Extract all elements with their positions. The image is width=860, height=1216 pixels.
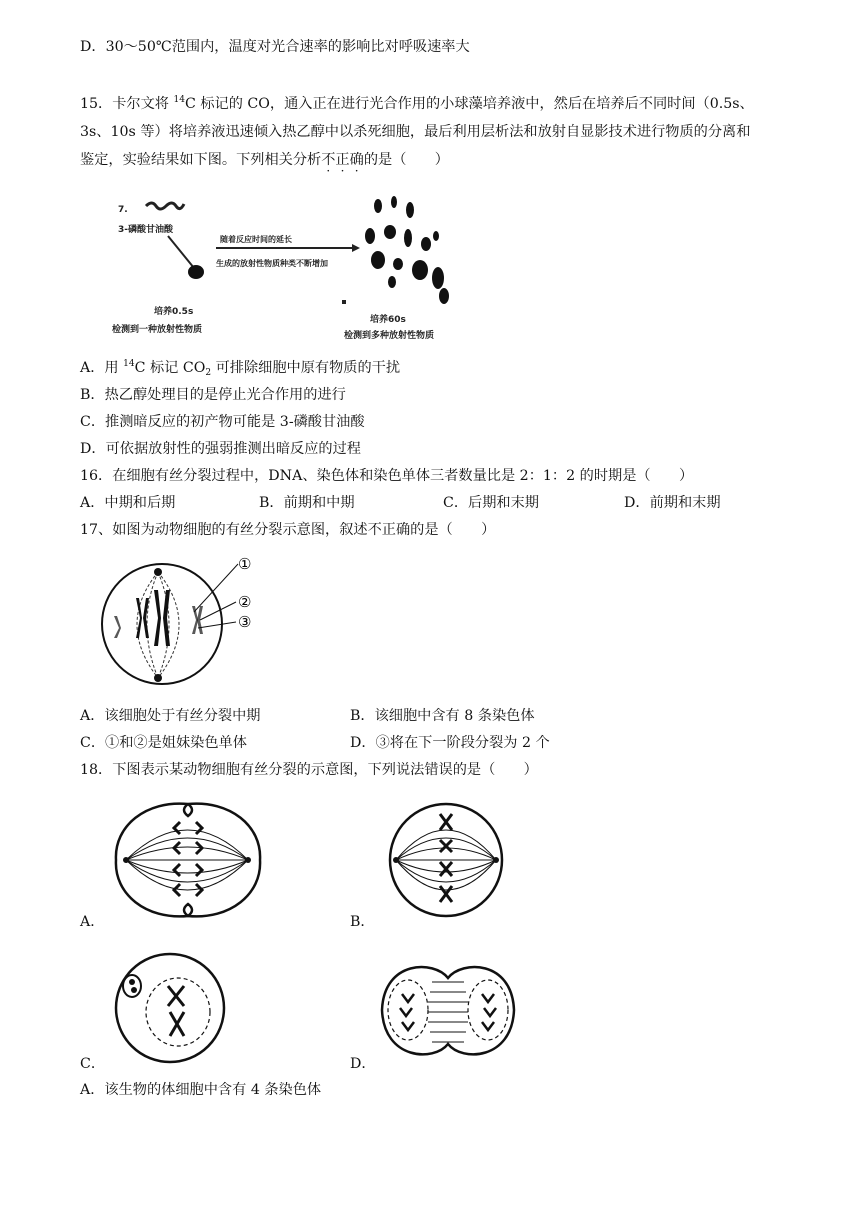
q15-stem-superscript: 14	[173, 95, 185, 105]
q15-stem-text: 鉴定，实验结果如下图。下列相关分析	[80, 152, 322, 168]
q15-stem-line-1	[80, 94, 754, 114]
q15-option-c: C．推测暗反应的初产物可能是 3-磷酸甘油酸	[80, 414, 365, 430]
q18-b-chromosomes	[440, 814, 452, 902]
q18-d-spindle	[428, 982, 468, 1042]
q16-option-c: C．后期和末期	[443, 495, 539, 511]
q15-small-mark	[342, 300, 346, 304]
q17-cell-diagram	[96, 550, 270, 698]
q17-centriole-bottom	[154, 674, 162, 682]
q15-scribble	[146, 203, 184, 209]
q15-stem-line-3	[80, 150, 449, 170]
q18-c-cell	[116, 954, 224, 1062]
q17-stem: 17、如图为动物细胞的有丝分裂示意图，叙述不正确的是（ ）	[80, 522, 496, 538]
q18-figure-c-label: C．	[80, 1056, 106, 1072]
q17-option-d: D．③将在下一阶段分裂为 2 个	[350, 735, 550, 751]
q16-option-b: B．前期和中期	[259, 495, 355, 511]
q17-option-a: A．该细胞处于有丝分裂中期	[80, 708, 261, 724]
q18-c-centrosome	[123, 975, 141, 997]
q15-stem-text: 的是（ ）	[363, 152, 449, 168]
q15-right-caption-2: 检测到多种放射性物质	[344, 331, 435, 341]
q15-left-caption-1: 培养0.5s	[154, 307, 194, 317]
q18-c-nucleus	[146, 978, 210, 1046]
q17-chromosomes	[114, 590, 203, 646]
q15-arrow-head	[352, 244, 360, 252]
q15-chromatography-figure	[108, 186, 478, 348]
q17-pointer-3	[198, 622, 236, 628]
q18-b-spindle	[396, 830, 496, 890]
q15-arrow-label-top: 随着反应时间的延长	[220, 235, 292, 244]
emphasis-char: 正	[335, 152, 350, 168]
emphasis-char: 不	[321, 152, 336, 168]
q16-stem: 16．在细胞有丝分裂过程中，DNA、染色体和染色单体三者数量比是 2：1：2 的时期是（ ）	[80, 468, 694, 484]
q15-option-a-text: 可排除细胞中原有物质的干扰	[211, 360, 401, 376]
q18-figure-a	[110, 800, 266, 922]
q15-option-a-subscript: 2	[205, 368, 212, 378]
q15-option-a-text: C 标记 CO	[134, 360, 206, 376]
q18-figure-c	[110, 950, 232, 1066]
q15-option-a-text: A．用	[80, 360, 124, 376]
q17-label-2: ②	[238, 593, 252, 611]
q18-option-a: A．该生物的体细胞中含有 4 条染色体	[80, 1082, 322, 1098]
q16-option-a: A．中期和后期	[80, 495, 176, 511]
q15-pointer-line	[168, 236, 194, 268]
q17-option-b: B．该细胞中含有 8 条染色体	[350, 708, 535, 724]
q15-left-caption-2: 检测到一种放射性物质	[112, 325, 203, 335]
q18-a-spindle	[126, 830, 248, 890]
q18-figure-a-label: A．	[80, 914, 105, 930]
q15-fig-mark: 7.	[118, 205, 128, 215]
q18-stem: 18．下图表示某动物细胞有丝分裂的示意图，下列说法错误的是（ ）	[80, 762, 538, 778]
q15-option-a-superscript: 14	[123, 359, 135, 369]
q17-option-c: C．①和②是姐妹染色单体	[80, 735, 247, 751]
q15-arrow-label-bottom: 生成的放射性物质种类不断增加	[216, 259, 328, 268]
q18-figure-d-label: D．	[350, 1056, 376, 1072]
q17-label-1: ①	[238, 555, 252, 573]
q18-figure-b-label: B．	[350, 914, 375, 930]
q15-option-d: D．可依据放射性的强弱推测出暗反应的过程	[80, 441, 361, 457]
emphasis-char: 确	[349, 152, 364, 168]
q15-option-b: B．热乙醇处理目的是停止光合作用的进行	[80, 387, 346, 403]
q15-multi-spots	[365, 196, 449, 304]
q14-option-d: D．30～50℃范围内，温度对光合速率的影响比对呼吸速率大	[80, 39, 470, 55]
q18-figure-d	[378, 960, 518, 1062]
q15-single-spot	[188, 265, 204, 279]
q18-figure-b	[382, 800, 512, 922]
q16-option-d: D．前期和末期	[624, 495, 721, 511]
q15-right-caption-1: 培养60s	[370, 315, 406, 325]
q18-c-chromosomes	[168, 986, 184, 1036]
q15-stem-text: 15．卡尔文将	[80, 96, 174, 112]
q17-label-3: ③	[238, 613, 252, 631]
q17-centriole-top	[154, 568, 162, 576]
q15-emphasis	[321, 152, 364, 168]
q15-option-a	[80, 358, 400, 378]
q15-stem-line-2: 3s、10s 等）将培养液迅速倾入热乙醇中以杀死细胞，最后利用层析法和放射自显影技术进行物质的分离和	[80, 124, 751, 140]
q18-a-chromosomes	[174, 822, 202, 896]
q15-fig-left-label: 3-磷酸甘油酸	[118, 225, 173, 235]
q15-stem-text: C 标记的 CO，通入正在进行光合作用的小球藻培养液中，然后在培养后不同时间（0.5s、	[184, 96, 754, 112]
